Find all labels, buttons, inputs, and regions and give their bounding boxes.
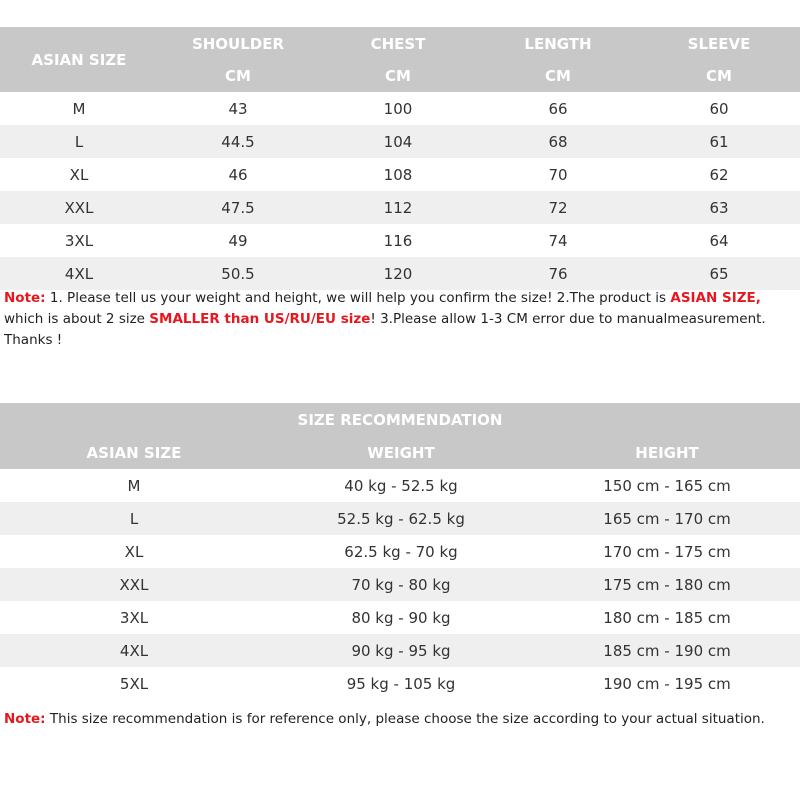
cell-size: 3XL xyxy=(0,601,268,634)
table-row xyxy=(0,125,800,158)
cell-length: 76 xyxy=(478,257,638,290)
cell-size: XL xyxy=(0,535,268,568)
cell-size: 3XL xyxy=(0,224,158,257)
cell-length: 68 xyxy=(478,125,638,158)
table-row xyxy=(0,568,800,601)
cell-sleeve: 61 xyxy=(638,125,800,158)
cell-sleeve: 64 xyxy=(638,224,800,257)
cell-sleeve: 65 xyxy=(638,257,800,290)
cell-size: 4XL xyxy=(0,257,158,290)
cell-size: 5XL xyxy=(0,667,268,700)
table-row xyxy=(0,667,800,700)
size-note xyxy=(4,288,796,351)
cell-weight: 90 kg - 95 kg xyxy=(268,634,534,667)
header-shoulder: SHOULDER xyxy=(158,27,318,60)
table-row xyxy=(0,502,800,535)
unit-chest: CM xyxy=(318,60,478,92)
header-length: LENGTH xyxy=(478,27,638,60)
cell-sleeve: 60 xyxy=(638,92,800,125)
table-row xyxy=(0,158,800,191)
note-label: Note: xyxy=(4,711,46,727)
cell-height: 190 cm - 195 cm xyxy=(534,667,800,700)
cell-height: 170 cm - 175 cm xyxy=(534,535,800,568)
cell-sleeve: 62 xyxy=(638,158,800,191)
cell-chest: 104 xyxy=(318,125,478,158)
recommendation-title-row xyxy=(0,403,800,436)
cell-height: 165 cm - 170 cm xyxy=(534,502,800,535)
table-row xyxy=(0,257,800,290)
size-recommendation-section xyxy=(0,403,800,700)
note-text-part3: ! 3.Please allow 1-3 CM error due to manualmeasurement. Thanks ! xyxy=(4,311,766,348)
cell-chest: 108 xyxy=(318,158,478,191)
unit-shoulder: CM xyxy=(158,60,318,92)
cell-chest: 116 xyxy=(318,224,478,257)
table-row xyxy=(0,469,800,502)
cell-weight: 70 kg - 80 kg xyxy=(268,568,534,601)
cell-size: L xyxy=(0,125,158,158)
note-label: Note: xyxy=(4,290,46,306)
recommendation-title: SIZE RECOMMENDATION xyxy=(0,403,800,436)
cell-size: XXL xyxy=(0,568,268,601)
cell-shoulder: 44.5 xyxy=(158,125,318,158)
header-asian-size: ASIAN SIZE xyxy=(0,27,158,92)
table-row xyxy=(0,191,800,224)
note-text: This size recommendation is for reference only, please choose the size according to your actual situation. xyxy=(45,711,765,727)
cell-chest: 100 xyxy=(318,92,478,125)
cell-sleeve: 63 xyxy=(638,191,800,224)
size-chart-section xyxy=(0,27,800,290)
cell-shoulder: 46 xyxy=(158,158,318,191)
header-height: HEIGHT xyxy=(534,436,800,469)
cell-height: 175 cm - 180 cm xyxy=(534,568,800,601)
note-text-part2: which is about 2 size xyxy=(4,311,150,327)
cell-weight: 62.5 kg - 70 kg xyxy=(268,535,534,568)
header-weight: WEIGHT xyxy=(268,436,534,469)
cell-size: M xyxy=(0,469,268,502)
table-row xyxy=(0,224,800,257)
size-recommendation-table xyxy=(0,403,800,700)
header-chest: CHEST xyxy=(318,27,478,60)
cell-chest: 112 xyxy=(318,191,478,224)
cell-weight: 52.5 kg - 62.5 kg xyxy=(268,502,534,535)
header-asian-size: ASIAN SIZE xyxy=(0,436,268,469)
cell-length: 66 xyxy=(478,92,638,125)
header-sleeve: SLEEVE xyxy=(638,27,800,60)
unit-length: CM xyxy=(478,60,638,92)
cell-size: XXL xyxy=(0,191,158,224)
cell-length: 74 xyxy=(478,224,638,257)
table-row xyxy=(0,634,800,667)
note-text-part1: 1. Please tell us your weight and height, we will help you confirm the size! 2.The product is xyxy=(45,290,671,306)
cell-shoulder: 50.5 xyxy=(158,257,318,290)
cell-height: 185 cm - 190 cm xyxy=(534,634,800,667)
table-row xyxy=(0,92,800,125)
cell-size: 4XL xyxy=(0,634,268,667)
cell-length: 70 xyxy=(478,158,638,191)
cell-shoulder: 49 xyxy=(158,224,318,257)
cell-weight: 40 kg - 52.5 kg xyxy=(268,469,534,502)
table-row xyxy=(0,535,800,568)
cell-size: L xyxy=(0,502,268,535)
cell-size: XL xyxy=(0,158,158,191)
cell-height: 150 cm - 165 cm xyxy=(534,469,800,502)
recommendation-header-row xyxy=(0,436,800,469)
cell-weight: 95 kg - 105 kg xyxy=(268,667,534,700)
cell-shoulder: 43 xyxy=(158,92,318,125)
recommendation-note xyxy=(4,709,796,730)
cell-chest: 120 xyxy=(318,257,478,290)
table-row xyxy=(0,601,800,634)
cell-size: M xyxy=(0,92,158,125)
cell-length: 72 xyxy=(478,191,638,224)
cell-shoulder: 47.5 xyxy=(158,191,318,224)
cell-height: 180 cm - 185 cm xyxy=(534,601,800,634)
size-chart-header-row xyxy=(0,27,800,60)
size-chart-table xyxy=(0,27,800,290)
note-asian-size: ASIAN SIZE, xyxy=(670,290,761,306)
note-smaller-warning: SMALLER than US/RU/EU size xyxy=(149,311,371,327)
unit-sleeve: CM xyxy=(638,60,800,92)
cell-weight: 80 kg - 90 kg xyxy=(268,601,534,634)
